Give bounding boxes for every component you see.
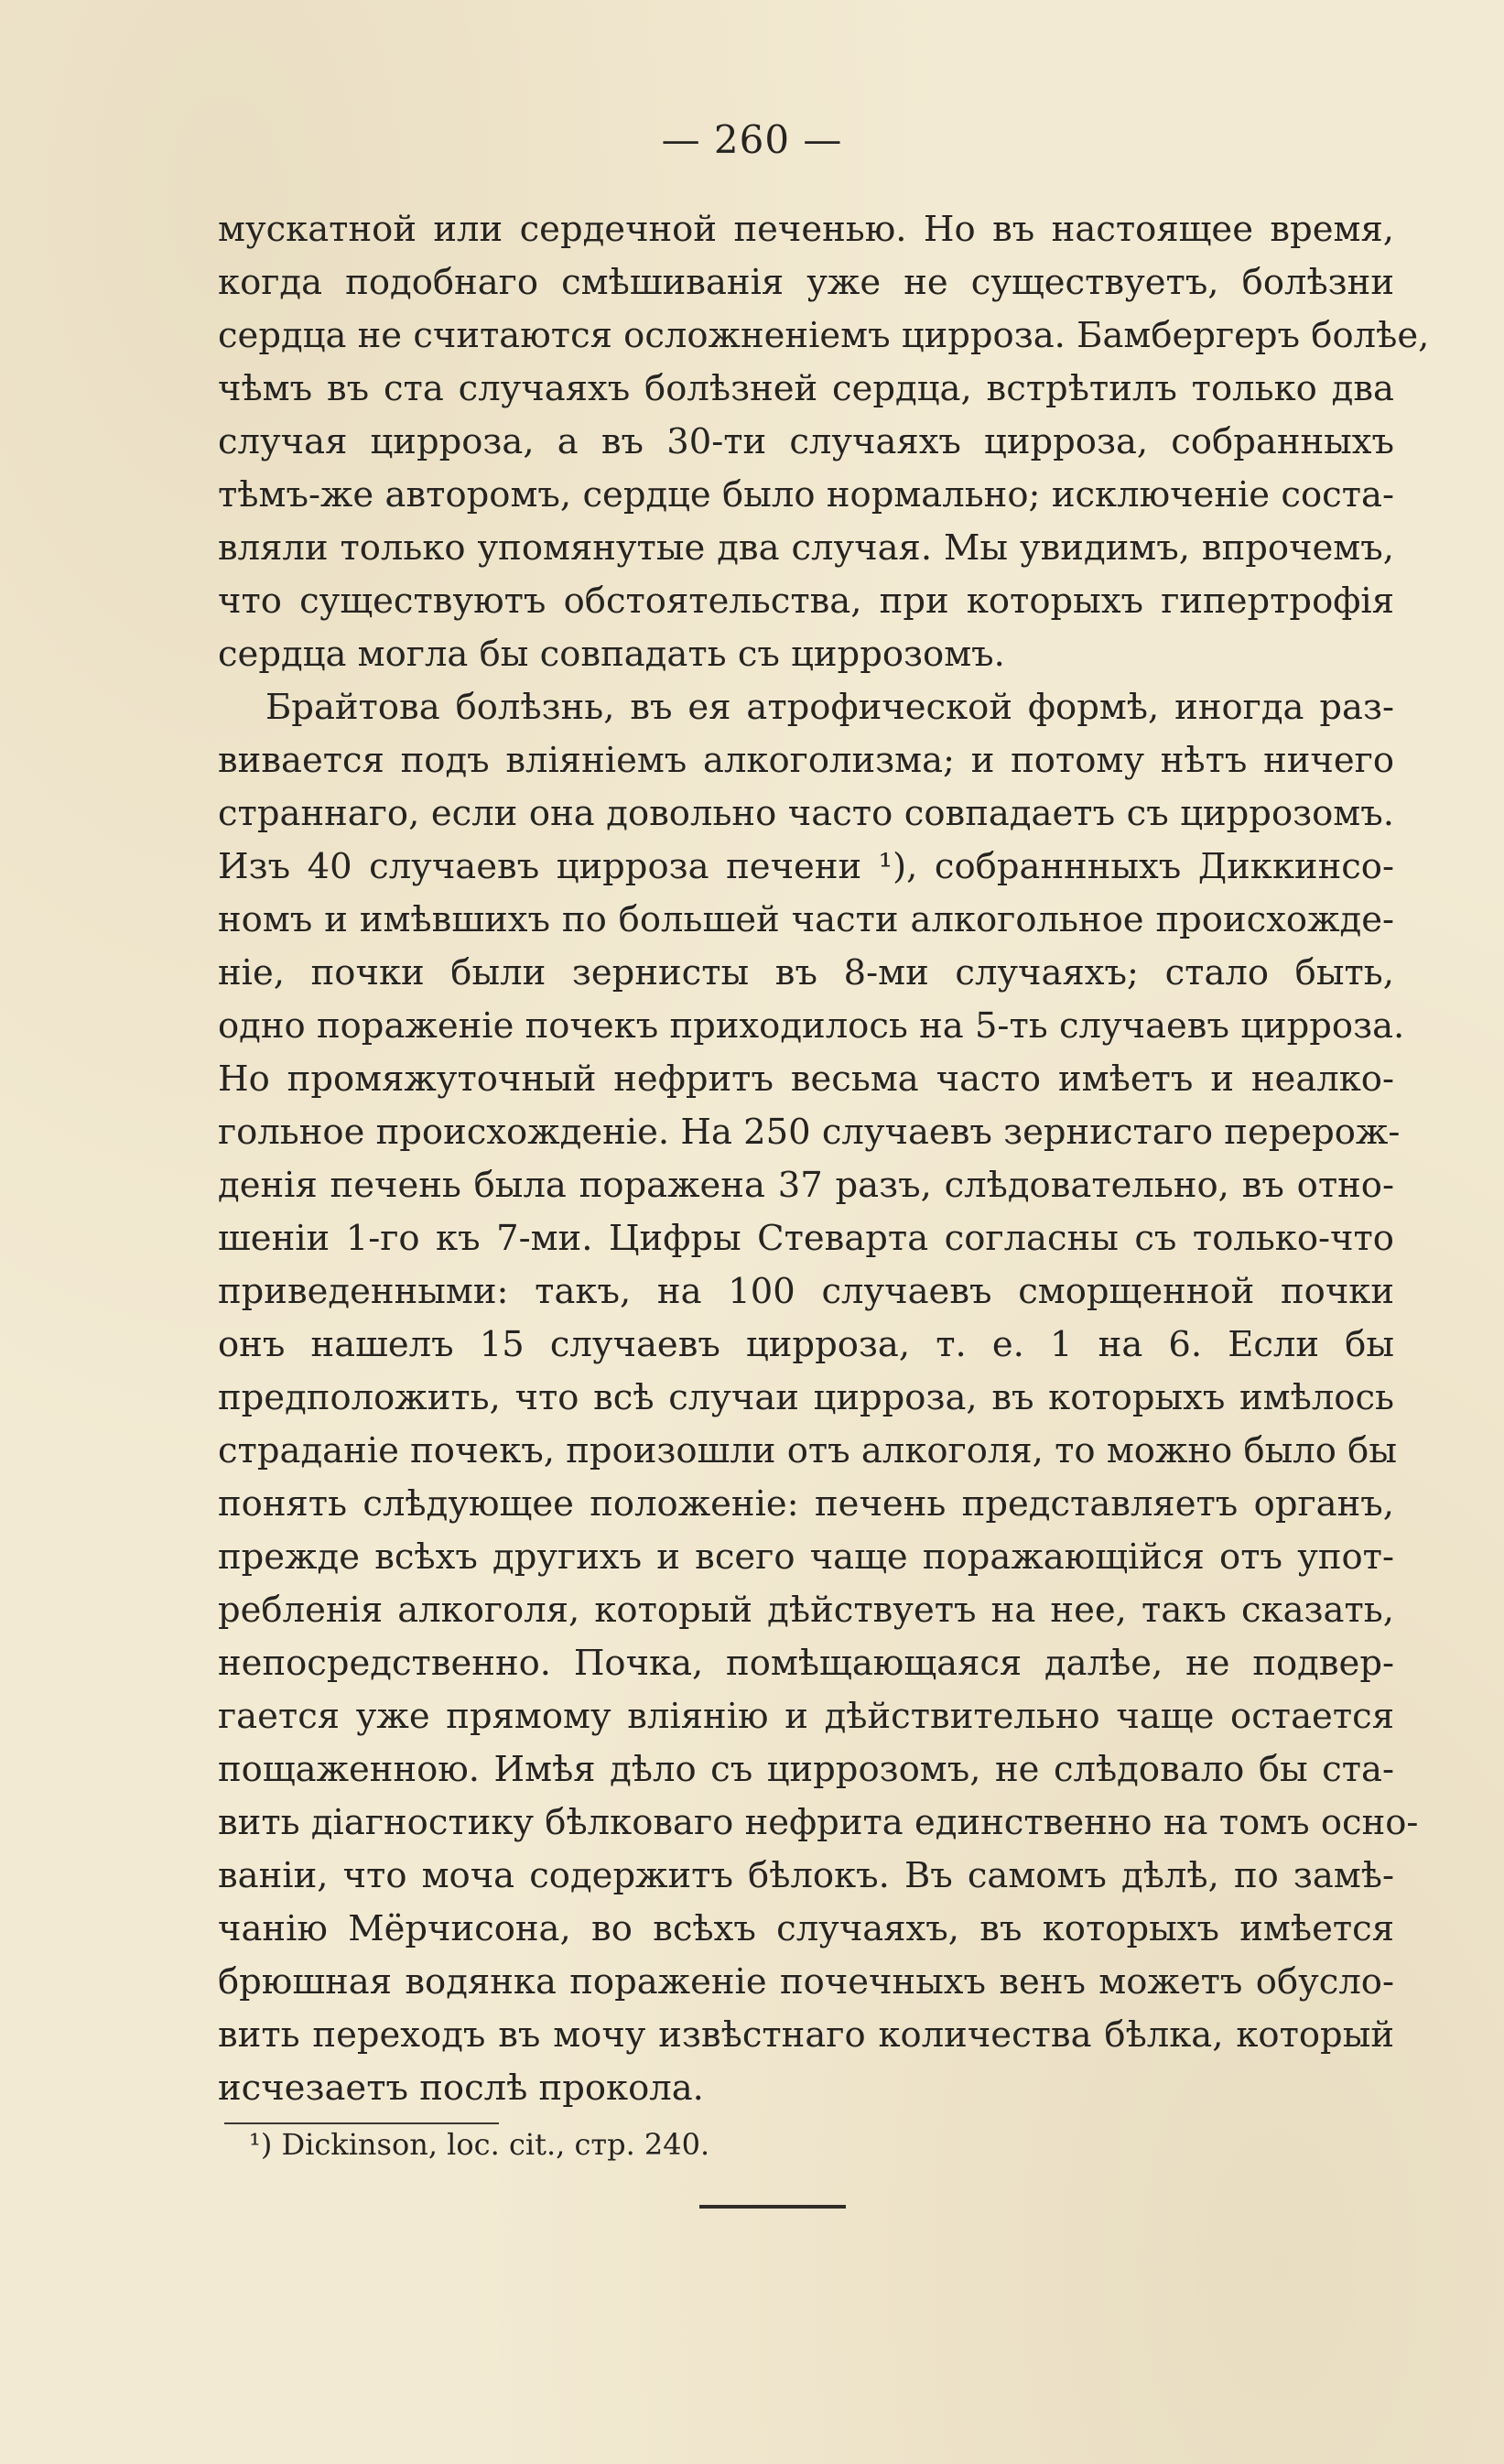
text-line: чанію Мёрчисона, во всѣхъ случаяхъ, въ которыхъ имѣется xyxy=(218,1908,1394,1949)
text-line: прежде всѣхъ другихъ и всего чаще поражающійся отъ упот- xyxy=(218,1536,1394,1578)
text-line: предположить, что всѣ случаи цирроза, въ которыхъ имѣлось xyxy=(218,1377,1394,1418)
text-line: сердца могла бы совпадать съ циррозомъ. xyxy=(218,634,1005,675)
text-line: когда подобнаго смѣшиванія уже не существуетъ, болѣзни xyxy=(218,262,1394,303)
text-line: вляли только упомянутые два случая. Мы увидимъ, впрочемъ, xyxy=(218,527,1394,569)
text-line: гается уже прямому вліянію и дѣйствительно чаще остается xyxy=(218,1696,1394,1737)
text-line: Изъ 40 случаевъ цирроза печени ¹), собраннныхъ Диккинсо- xyxy=(218,846,1394,887)
text-line: вить переходъ въ мочу извѣстнаго количества бѣлка, который xyxy=(218,2014,1394,2056)
text-line: Но промяжуточный нефритъ весьма часто имѣетъ и неалко- xyxy=(218,1058,1394,1100)
text-line: что существуютъ обстоятельства, при которыхъ гипертрофія xyxy=(218,581,1394,622)
text-line: чѣмъ въ ста случаяхъ болѣзней сердца, встрѣтилъ только два xyxy=(218,368,1394,409)
text-line: ребленія алкоголя, который дѣйствуетъ на нее, такъ сказать, xyxy=(218,1590,1394,1631)
text-line: приведенными: такъ, на 100 случаевъ сморщенной почки xyxy=(218,1271,1394,1312)
text-line: непосредственно. Почка, помѣщающаяся далѣе, не подвер- xyxy=(218,1643,1394,1684)
text-line: понять слѣдующее положеніе: печень представляетъ органъ, xyxy=(218,1483,1394,1525)
text-line: случая цирроза, а въ 30-ти случаяхъ цирроза, собранныхъ xyxy=(218,421,1394,462)
paragraph-2 xyxy=(218,681,1419,2115)
text-line: ніе, почки были зернисты въ 8-ми случаяхъ; стало быть, xyxy=(218,952,1394,993)
text-line: вивается подъ вліяніемъ алкоголизма; и потому нѣтъ ничего xyxy=(218,740,1394,781)
paragraph-1 xyxy=(218,203,1430,681)
text-line: ваніи, что моча содержитъ бѣлокъ. Въ самомъ дѣлѣ, по замѣ- xyxy=(218,1855,1394,1896)
text-line: вить діагностику бѣлковаго нефрита единственно на томъ осно- xyxy=(218,1802,1419,1843)
text-line: онъ нашелъ 15 случаевъ цирроза, т. е. 1 на 6. Если бы xyxy=(218,1324,1394,1365)
text-line: тѣмъ-же авторомъ, сердце было нормально; исключеніе соста- xyxy=(218,474,1394,516)
footnote: ¹) Dickinson, loc. cit., стр. 240. xyxy=(249,2127,710,2162)
text-line: Брайтова болѣзнь, въ ея атрофической формѣ, иногда раз- xyxy=(265,687,1394,728)
text-line: гольное происхожденіе. На 250 случаевъ зернистаго перерож- xyxy=(218,1112,1401,1153)
text-line: пощаженною. Имѣя дѣло съ циррозомъ, не слѣдовало бы ста- xyxy=(218,1749,1394,1790)
end-of-page-rule xyxy=(699,2205,846,2209)
text-line: одно пораженіе почекъ приходилось на 5-ть случаевъ цирроза. xyxy=(218,1005,1405,1047)
text-line: мускатной или сердечной печенью. Но въ настоящее время, xyxy=(218,209,1394,250)
text-line: брюшная водянка пораженіе почечныхъ венъ можетъ обуслo- xyxy=(218,1961,1394,2003)
text-line: сердца не считаются осложненіемъ цирроза. Бамбергеръ болѣе, xyxy=(218,315,1430,356)
text-line: страданіе почекъ, произошли отъ алкоголя, то можно было бы xyxy=(218,1430,1397,1471)
body-text xyxy=(218,203,1430,2115)
text-line: страннаго, если она довольно часто совпадаетъ съ циррозомъ. xyxy=(218,793,1394,834)
text-line: шеніи 1-го къ 7-ми. Цифры Стеварта согласны съ только-что xyxy=(218,1218,1394,1259)
page-number: — 260 — xyxy=(661,117,843,162)
text-line: денія печень была поражена 37 разъ, слѣдовательно, въ отно- xyxy=(218,1165,1394,1206)
text-line: номъ и имѣвшихъ по большей части алкогольное происхожде- xyxy=(218,899,1394,940)
text-line: исчезаетъ послѣ прокола. xyxy=(218,2068,704,2109)
